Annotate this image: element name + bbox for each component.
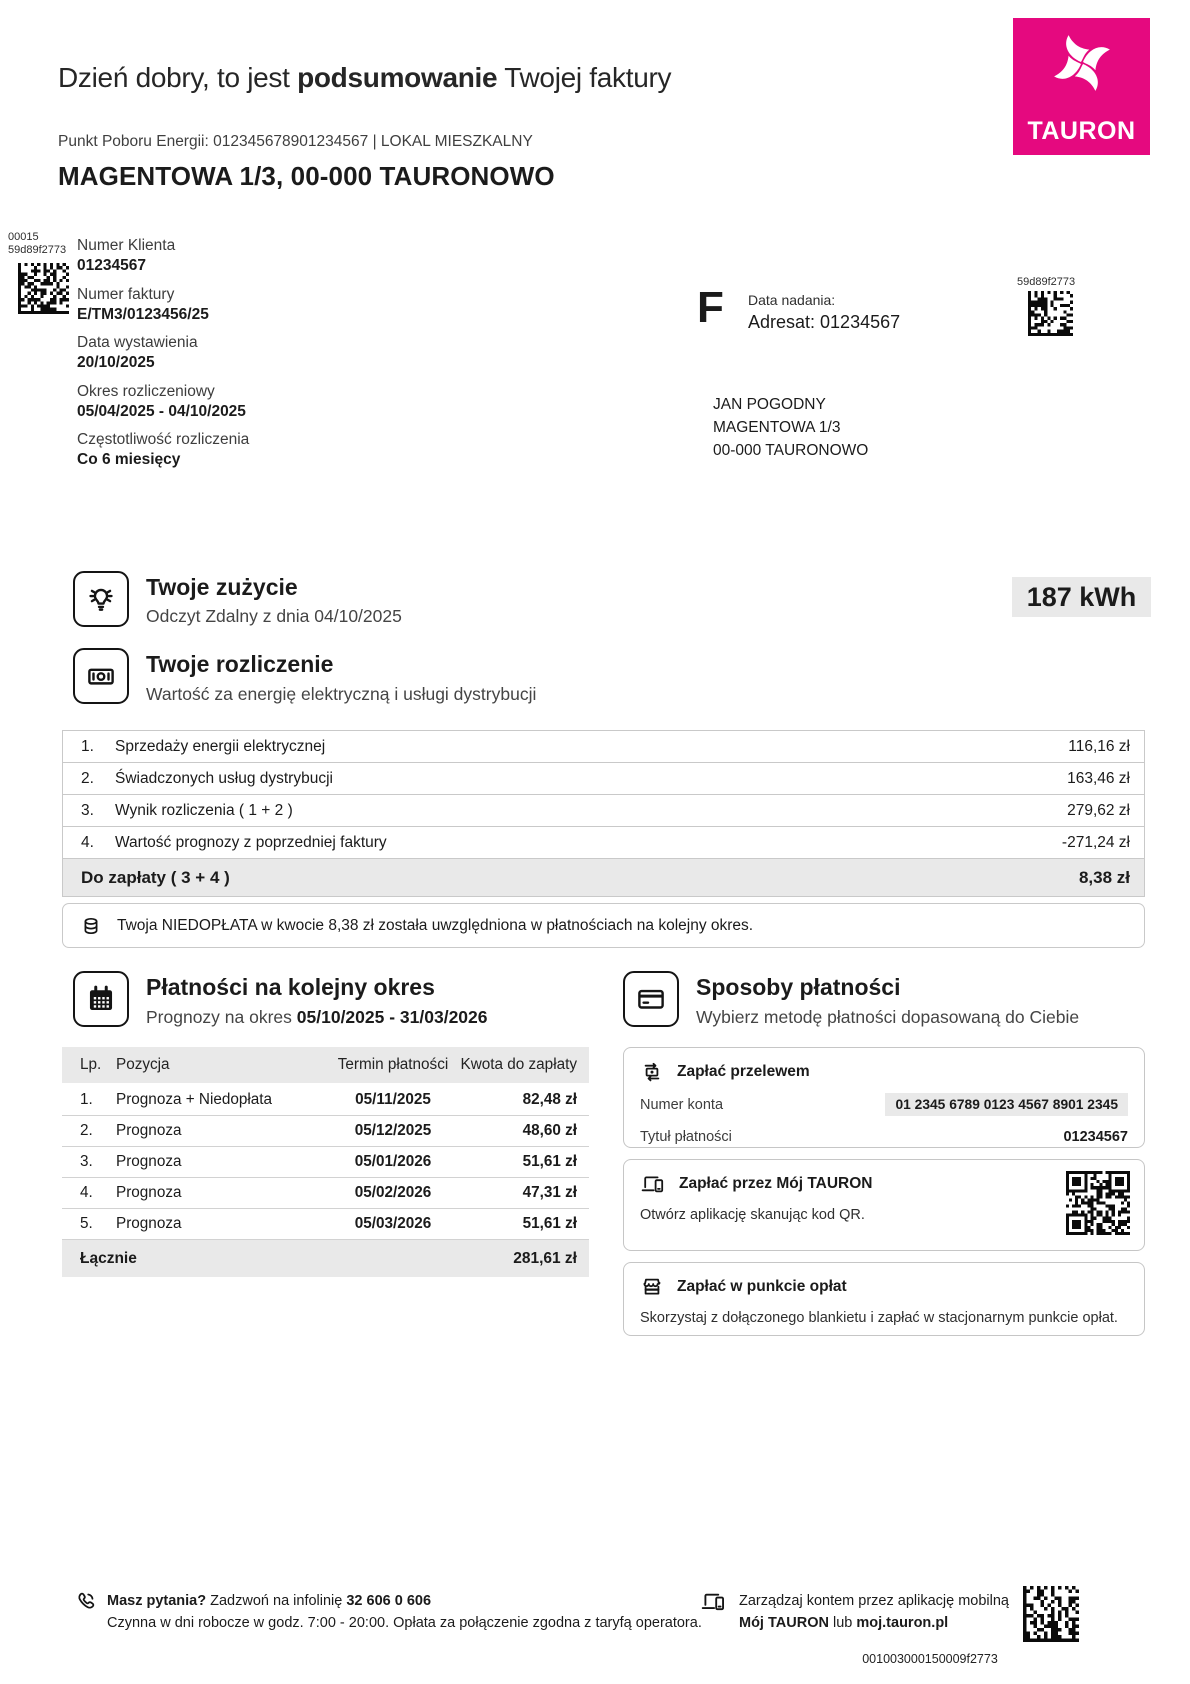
recipient-address [713, 393, 868, 462]
billing-row-number: 4. [81, 833, 94, 851]
mailing-code: 59d89f2773 [1017, 276, 1076, 288]
billing-row-label: Wartość prognozy z poprzedniej faktury [115, 833, 387, 851]
meta-field-label: Numer Klienta [77, 237, 176, 254]
billing-row-value: 163,46 zł [1067, 769, 1130, 787]
datamatrix-code [1023, 1586, 1079, 1642]
manage-line1: Zarządzaj kontem przez aplikację mobilną [739, 1593, 1009, 1609]
payment-row-amount: 51,61 zł [522, 1153, 577, 1170]
storefront-icon [640, 1275, 664, 1299]
column-header-amount: Kwota do zapłaty [460, 1056, 577, 1073]
billing-row [63, 795, 1144, 827]
manage-line2 [739, 1612, 1009, 1634]
column-header-due: Termin płatności [337, 1056, 449, 1073]
page-title [58, 62, 671, 94]
banknote-icon [84, 659, 118, 693]
coins-icon [79, 914, 103, 938]
payment-row-item: Prognoza [116, 1215, 182, 1232]
meta-field [77, 430, 397, 470]
credit-card-icon [634, 982, 668, 1016]
pay-at-point-card [623, 1262, 1145, 1336]
meta-field-value: 20/10/2025 [77, 354, 155, 371]
payment-row-number: 5. [80, 1215, 93, 1232]
tauron-logo-text: TAURON [1027, 117, 1136, 145]
meta-field-value: 05/04/2025 - 04/10/2025 [77, 402, 246, 420]
billing-row-label: Świadczonych usług dystrybucji [115, 769, 333, 787]
print-code-line2: 59d89f2773 [8, 244, 67, 256]
billing-row-label: Sprzedaży energii elektrycznej [115, 737, 326, 755]
meta-field-label: Data wystawienia [77, 334, 198, 351]
payment-row-item: Prognoza [116, 1153, 182, 1170]
meta-field-label: Częstotliwość rozliczenia [77, 431, 250, 448]
datamatrix-code [18, 263, 69, 314]
payment-row [62, 1116, 589, 1147]
billing-row [63, 763, 1144, 795]
cash-transfer-icon [640, 1060, 664, 1084]
delivery-point-line: Punkt Poboru Energii: 012345678901234567 | LOKAL MIESZKALNY [58, 133, 533, 150]
meta-field [77, 236, 397, 276]
billing-section-subtitle: Wartość za energię elektryczną i usługi dystrybucji [146, 684, 537, 704]
billing-row-value: 116,16 zł [1068, 737, 1130, 755]
payment-row-item: Prognoza [116, 1122, 182, 1139]
account-number-label: Numer konta [640, 1096, 724, 1113]
bulb-icon [84, 582, 118, 616]
payment-row-due: 05/11/2025 [355, 1091, 431, 1108]
payment-row-number: 4. [80, 1184, 93, 1201]
document-barcode-number: 001003000150009f2773 [862, 1652, 998, 1666]
hotline-call-text: Zadzwoń na infolinię [206, 1593, 347, 1609]
billing-row-number: 3. [81, 801, 94, 819]
payments-total-row [62, 1240, 589, 1277]
payments-table-header [62, 1047, 589, 1083]
payment-row [62, 1085, 589, 1116]
billing-row [63, 827, 1144, 859]
pay-at-point-title: Zapłać w punkcie opłat [677, 1278, 847, 1295]
payment-row-amount: 47,31 zł [522, 1184, 577, 1201]
billing-total-label: Do zapłaty ( 3 + 4 ) [81, 867, 230, 887]
billing-section-icon-box [73, 648, 129, 704]
payments-table [62, 1047, 589, 1277]
pay-by-transfer-title-row [640, 1060, 1128, 1084]
billing-table [62, 730, 1145, 897]
meta-field [77, 285, 397, 325]
posting-date-label: Data nadania: [748, 292, 836, 308]
methods-section-subtitle: Wybierz metodę płatności dopasowaną do Ciebie [696, 1007, 1080, 1027]
pay-by-app-title-row [640, 1172, 1036, 1196]
usage-reading-subtitle: Odczyt Zdalny z dnia 04/10/2025 [146, 606, 402, 626]
payment-row-due: 05/03/2026 [354, 1215, 432, 1232]
meta-field-label: Numer faktury [77, 285, 175, 303]
payments-period-subtitle [146, 1007, 488, 1028]
posting-info [748, 292, 900, 333]
usage-section-icon-box [73, 571, 129, 627]
payment-row-number: 1. [80, 1091, 93, 1108]
payment-row-amount: 82,48 zł [522, 1091, 577, 1108]
phone-handset-icon [73, 1589, 98, 1614]
postal-franking-letter: F [697, 283, 724, 332]
pay-by-app-card [623, 1159, 1145, 1251]
billing-row-number: 2. [81, 769, 94, 787]
pay-by-transfer-title: Zapłać przelewem [677, 1063, 810, 1080]
payments-period-range: 05/10/2025 - 31/03/2026 [296, 1007, 488, 1027]
payments-total-value: 281,61 zł [513, 1249, 577, 1267]
recipient-street: MAGENTOWA 1/3 [713, 419, 841, 436]
payments-total-label: Łącznie [80, 1249, 137, 1267]
manage-or: lub [828, 1615, 857, 1631]
payment-row [62, 1178, 589, 1209]
billing-total-row [63, 859, 1144, 896]
usage-value-badge: 187 kWh [1012, 577, 1151, 617]
meta-field [77, 333, 397, 373]
billing-row-number: 1. [81, 737, 94, 755]
payment-row-due: 05/12/2025 [354, 1122, 432, 1139]
pay-by-transfer-card [623, 1047, 1145, 1148]
greeting-prefix: Dzień dobry, to jest [58, 62, 298, 93]
methods-section-title: Sposoby płatności [696, 974, 901, 1000]
tauron-logo [1013, 18, 1150, 155]
payments-period-prefix: Prognozy na okres [146, 1007, 297, 1027]
underpayment-notice [62, 903, 1145, 948]
recipient-name: JAN POGODNY [713, 396, 826, 413]
column-header-no: Lp. [80, 1056, 102, 1073]
pay-at-point-title-row [640, 1275, 1128, 1299]
print-code-line1: 00015 [8, 231, 39, 243]
meta-field-value: E/TM3/0123456/25 [77, 305, 209, 323]
account-number-value: 01 2345 6789 0123 4567 8901 2345 [885, 1093, 1128, 1116]
account-number-row [640, 1093, 1128, 1116]
payment-row-due: 05/01/2026 [354, 1153, 432, 1170]
payments-section-icon-box [73, 971, 129, 1027]
qr-code [1066, 1171, 1130, 1235]
billing-total-value: 8,38 zł [1078, 867, 1130, 887]
hotline-question: Masz pytania? [107, 1593, 207, 1609]
meta-field [77, 382, 397, 422]
payments-section-title: Płatności na kolejny okres [146, 974, 435, 1000]
payment-row-number: 3. [80, 1153, 93, 1170]
hotline-info [107, 1590, 702, 1634]
tauron-pinwheel-icon [1051, 32, 1113, 94]
billing-row-label: Wynik rozliczenia ( 1 + 2 ) [115, 801, 293, 819]
payment-row-item: Prognoza [116, 1184, 182, 1201]
hotline-line2: Czynna w dni robocze w godz. 7:00 - 20:00. Opłata za połączenie zgodna z taryfą operatora. [107, 1615, 702, 1631]
pay-by-app-subtitle: Otwórz aplikację skanując kod QR. [640, 1207, 865, 1223]
payment-row [62, 1147, 589, 1178]
billing-row-value: -271,24 zł [1061, 833, 1130, 851]
meta-field-value: 01234567 [77, 257, 146, 274]
payment-title-row [640, 1125, 1128, 1149]
column-header-item: Pozycja [116, 1056, 170, 1073]
print-codes [8, 231, 66, 257]
account-manage-info [739, 1590, 1009, 1634]
payment-row-due: 05/02/2026 [354, 1184, 432, 1201]
calendar-icon [84, 982, 118, 1016]
addressee-line: Adresat: 01234567 [748, 312, 901, 332]
laptop-phone-icon [700, 1589, 727, 1614]
app-name: Mój TAURON [739, 1615, 829, 1631]
payment-row-amount: 51,61 zł [522, 1215, 577, 1232]
meta-field-value: Co 6 miesięcy [77, 451, 181, 468]
billing-row-value: 279,62 zł [1067, 801, 1130, 819]
payment-row-item: Prognoza + Niedopłata [116, 1091, 273, 1108]
pay-at-point-subtitle: Skorzystaj z dołączonego blankietu i zapłać w stacjonarnym punkcie opłat. [640, 1310, 1118, 1326]
hotline-number: 32 606 0 606 [346, 1593, 432, 1609]
recipient-city: 00-000 TAURONOWO [713, 442, 869, 459]
meta-field-label: Okres rozliczeniowy [77, 382, 215, 400]
laptop-phone-icon [640, 1172, 666, 1196]
payment-row-number: 2. [80, 1122, 93, 1139]
billing-section-title: Twoje rozliczenie [146, 651, 334, 677]
methods-section-icon-box [623, 971, 679, 1027]
payment-row [62, 1209, 589, 1240]
pay-by-app-title: Zapłać przez Mój TAURON [679, 1175, 873, 1192]
usage-section-title: Twoje zużycie [146, 574, 298, 600]
greeting-emphasis: podsumowanie [297, 62, 498, 93]
billing-row [63, 731, 1144, 763]
greeting-suffix: Twojej faktury [497, 62, 672, 93]
payment-title-value: 01234567 [1063, 1129, 1128, 1145]
delivery-address: MAGENTOWA 1/3, 00-000 TAURONOWO [58, 161, 555, 191]
payment-title-label: Tytuł płatności [640, 1129, 732, 1145]
hotline-line1 [107, 1590, 702, 1612]
datamatrix-code [1028, 291, 1073, 336]
portal-url: moj.tauron.pl [856, 1615, 949, 1631]
invoice-meta-fields [77, 236, 397, 479]
payment-row-amount: 48,60 zł [522, 1122, 577, 1139]
underpayment-notice-text: Twoja NIEDOPŁATA w kwocie 8,38 zł została uwzględniona w płatnościach na kolejny okres. [117, 916, 754, 934]
